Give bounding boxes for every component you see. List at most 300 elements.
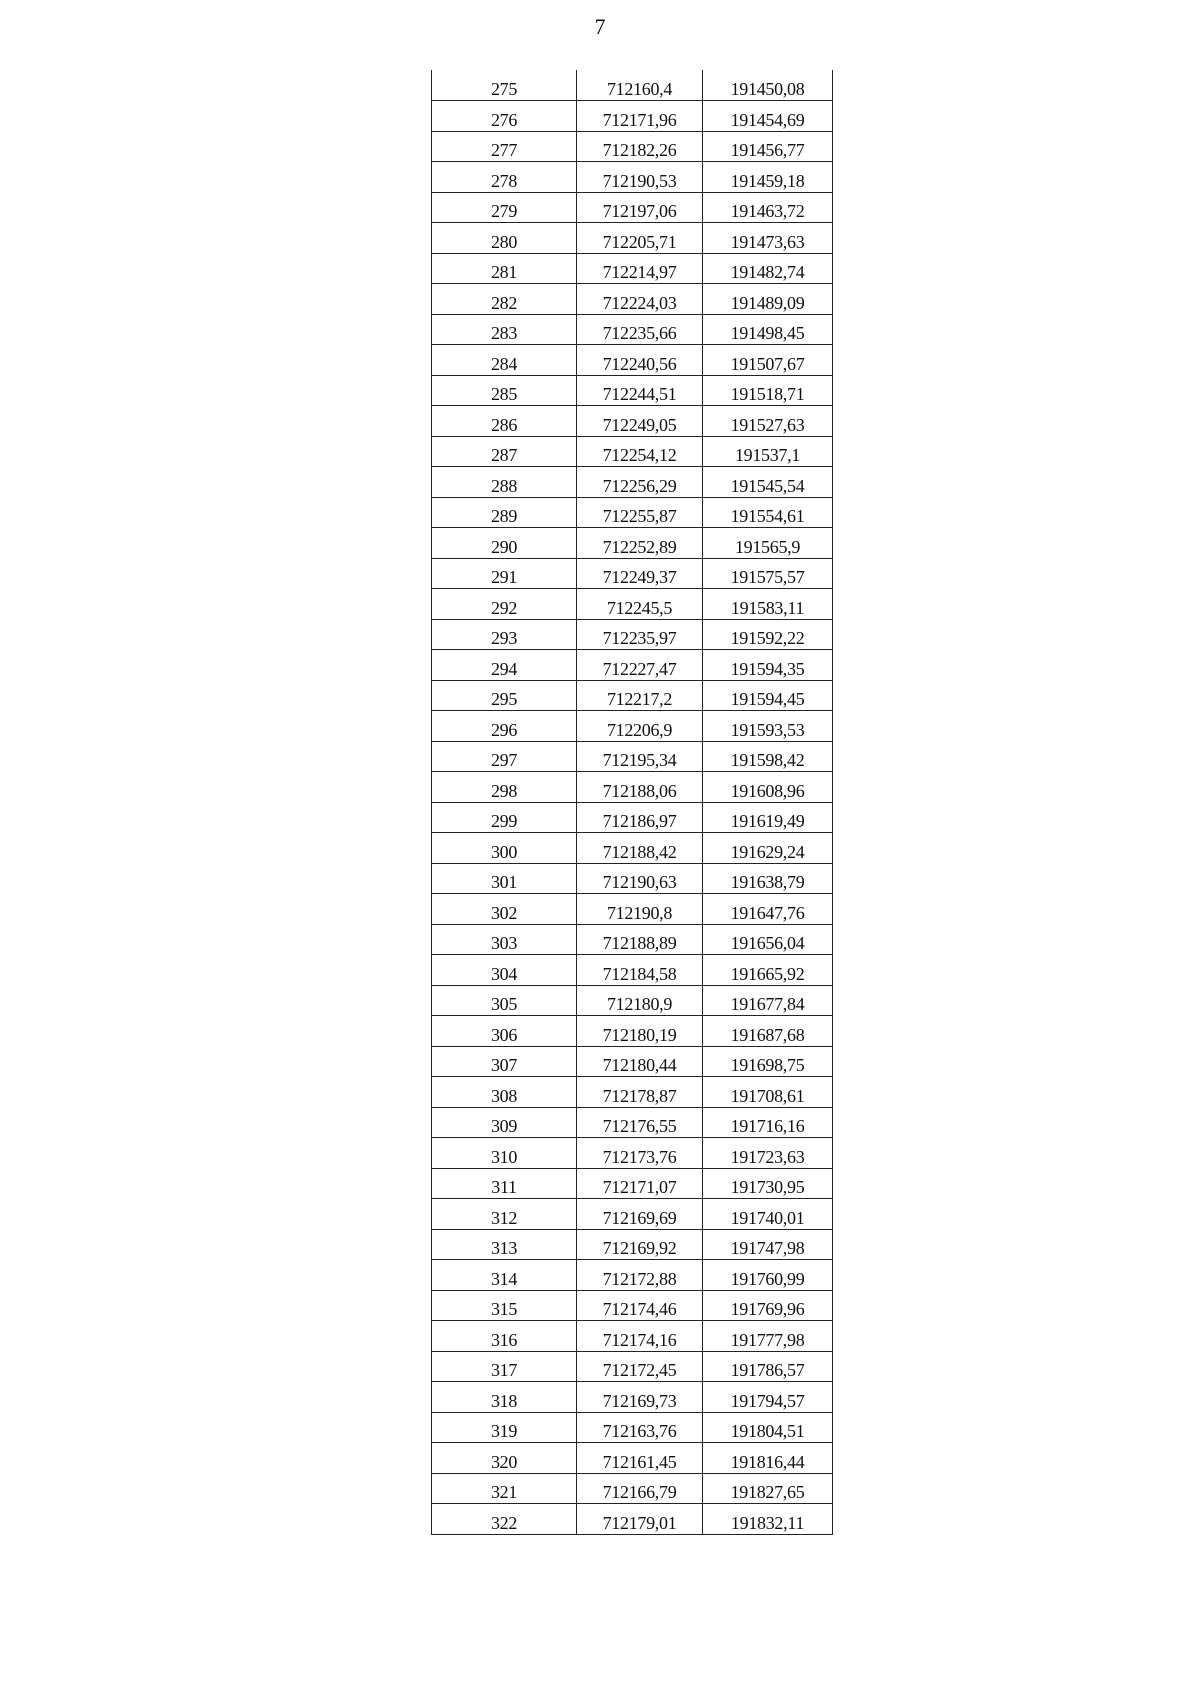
cell-text: 191593,53	[730, 719, 805, 740]
cell-text: 191786,57	[730, 1360, 805, 1380]
x-coordinate-cell	[577, 131, 703, 162]
table-row	[432, 345, 833, 376]
point-number-cell	[432, 131, 577, 162]
cell-text: 318	[490, 1390, 518, 1411]
table-row	[432, 1504, 833, 1535]
y-coordinate-cell	[703, 1046, 833, 1077]
y-coordinate-cell	[703, 345, 833, 376]
x-coordinate-cell	[577, 589, 703, 620]
cell-text: 712180,19	[602, 1024, 677, 1045]
table-row	[432, 1077, 833, 1108]
cell-text: 314	[490, 1268, 518, 1289]
point-number-cell	[432, 1443, 577, 1474]
cell-text: 712224,03	[602, 292, 677, 313]
cell-text: 712163,76	[602, 1421, 677, 1441]
cell-text: 712235,66	[602, 323, 677, 343]
y-coordinate-cell	[703, 1168, 833, 1199]
y-coordinate-cell	[703, 131, 833, 162]
table-row	[432, 497, 833, 528]
cell-text: 191598,42	[730, 750, 805, 770]
cell-text: 317	[490, 1360, 518, 1380]
y-coordinate-cell	[703, 1016, 833, 1047]
y-coordinate-cell	[703, 589, 833, 620]
cell-text: 301	[490, 872, 518, 892]
y-coordinate-cell	[703, 1473, 833, 1504]
table-row	[432, 1382, 833, 1413]
y-coordinate-cell	[703, 955, 833, 986]
table-row	[432, 650, 833, 681]
cell-text: 191456,77	[730, 140, 805, 160]
cell-text: 304	[490, 963, 518, 984]
y-coordinate-cell	[703, 558, 833, 589]
cell-text: 191656,04	[730, 933, 805, 953]
cell-text: 191507,67	[730, 353, 805, 374]
point-number-cell	[432, 802, 577, 833]
cell-text: 712172,45	[602, 1360, 677, 1380]
y-coordinate-cell	[703, 680, 833, 711]
cell-text: 712178,87	[602, 1085, 677, 1106]
cell-text: 191816,44	[730, 1451, 805, 1472]
y-coordinate-cell	[703, 802, 833, 833]
cell-text: 191450,08	[730, 79, 805, 99]
table-row	[432, 1229, 833, 1260]
cell-text: 712182,26	[602, 140, 677, 160]
y-coordinate-cell	[703, 985, 833, 1016]
table-row	[432, 1016, 833, 1047]
cell-text: 292	[490, 597, 518, 618]
cell-text: 712169,69	[602, 1207, 677, 1228]
cell-text: 712179,01	[602, 1512, 677, 1533]
cell-text: 712227,47	[602, 658, 677, 679]
y-coordinate-cell	[703, 436, 833, 467]
cell-text: 302	[490, 902, 518, 923]
cell-text: 191777,98	[730, 1329, 805, 1350]
cell-text: 321	[490, 1482, 518, 1502]
y-coordinate-cell	[703, 1504, 833, 1535]
x-coordinate-cell	[577, 253, 703, 284]
x-coordinate-cell	[577, 802, 703, 833]
y-coordinate-cell	[703, 1321, 833, 1352]
point-number-cell	[432, 1504, 577, 1535]
point-number-cell	[432, 528, 577, 559]
cell-text: 191687,68	[730, 1024, 805, 1045]
table-row	[432, 375, 833, 406]
cell-text: 712176,55	[602, 1116, 677, 1136]
table-row	[432, 711, 833, 742]
cell-text: 191638,79	[730, 872, 805, 892]
table-row	[432, 1412, 833, 1443]
cell-text: 280	[490, 231, 518, 252]
x-coordinate-cell	[577, 1046, 703, 1077]
cell-text: 712174,16	[602, 1329, 677, 1350]
cell-text: 712171,07	[602, 1177, 677, 1197]
cell-text: 312	[490, 1207, 518, 1228]
cell-text: 191804,51	[730, 1421, 805, 1441]
x-coordinate-cell	[577, 223, 703, 254]
cell-text: 275	[490, 79, 518, 99]
cell-text: 191794,57	[730, 1390, 805, 1411]
cell-text: 712169,92	[602, 1238, 677, 1258]
cell-text: 191527,63	[730, 414, 805, 435]
x-coordinate-cell	[577, 1443, 703, 1474]
y-coordinate-cell	[703, 284, 833, 315]
cell-text: 282	[490, 292, 518, 313]
point-number-cell	[432, 192, 577, 223]
y-coordinate-cell	[703, 1351, 833, 1382]
y-coordinate-cell	[703, 894, 833, 925]
x-coordinate-cell	[577, 70, 703, 101]
x-coordinate-cell	[577, 284, 703, 315]
y-coordinate-cell	[703, 101, 833, 132]
x-coordinate-cell	[577, 833, 703, 864]
cell-text: 712190,63	[602, 872, 677, 892]
point-number-cell	[432, 1046, 577, 1077]
y-coordinate-cell	[703, 253, 833, 284]
y-coordinate-cell	[703, 650, 833, 681]
cell-text: 191608,96	[730, 780, 805, 801]
point-number-cell	[432, 589, 577, 620]
point-number-cell	[432, 1321, 577, 1352]
table-row	[432, 619, 833, 650]
table-row	[432, 1046, 833, 1077]
table-row	[432, 1168, 833, 1199]
cell-text: 191454,69	[730, 109, 805, 130]
cell-text: 712249,05	[602, 414, 677, 435]
cell-text: 300	[490, 841, 518, 862]
y-coordinate-cell	[703, 833, 833, 864]
point-number-cell	[432, 711, 577, 742]
y-coordinate-cell	[703, 314, 833, 345]
table-row	[432, 863, 833, 894]
point-number-cell	[432, 955, 577, 986]
table-row	[432, 223, 833, 254]
cell-text: 191592,22	[730, 628, 805, 648]
table-row	[432, 1290, 833, 1321]
cell-text: 295	[490, 689, 518, 709]
x-coordinate-cell	[577, 406, 703, 437]
x-coordinate-cell	[577, 741, 703, 772]
point-number-cell	[432, 863, 577, 894]
y-coordinate-cell	[703, 375, 833, 406]
cell-text: 307	[490, 1055, 518, 1075]
point-number-cell	[432, 253, 577, 284]
cell-text: 191723,63	[730, 1146, 805, 1167]
table-row	[432, 924, 833, 955]
y-coordinate-cell	[703, 711, 833, 742]
cell-text: 191583,11	[730, 597, 805, 618]
table-row	[432, 985, 833, 1016]
table-row	[432, 589, 833, 620]
y-coordinate-cell	[703, 497, 833, 528]
cell-text: 712249,37	[602, 567, 677, 587]
cell-text: 313	[490, 1238, 518, 1258]
table-row	[432, 467, 833, 498]
cell-text: 291	[490, 567, 518, 587]
y-coordinate-cell	[703, 223, 833, 254]
cell-text: 191498,45	[730, 323, 805, 343]
x-coordinate-cell	[577, 497, 703, 528]
x-coordinate-cell	[577, 1290, 703, 1321]
cell-text: 286	[490, 414, 518, 435]
x-coordinate-cell	[577, 375, 703, 406]
cell-text: 191554,61	[730, 506, 805, 526]
x-coordinate-cell	[577, 680, 703, 711]
point-number-cell	[432, 406, 577, 437]
cell-text: 712252,89	[602, 536, 677, 557]
table-row	[432, 558, 833, 589]
x-coordinate-cell	[577, 955, 703, 986]
x-coordinate-cell	[577, 1412, 703, 1443]
cell-text: 191769,96	[730, 1299, 805, 1319]
point-number-cell	[432, 833, 577, 864]
point-number-cell	[432, 1382, 577, 1413]
x-coordinate-cell	[577, 162, 703, 193]
x-coordinate-cell	[577, 436, 703, 467]
x-coordinate-cell	[577, 314, 703, 345]
cell-text: 712172,88	[602, 1268, 677, 1289]
cell-text: 296	[490, 719, 518, 740]
point-number-cell	[432, 101, 577, 132]
point-number-cell	[432, 894, 577, 925]
y-coordinate-cell	[703, 1077, 833, 1108]
cell-text: 191698,75	[730, 1055, 805, 1075]
cell-text: 191565,9	[734, 536, 801, 557]
cell-text: 310	[490, 1146, 518, 1167]
cell-text: 712184,58	[602, 963, 677, 984]
table-row	[432, 772, 833, 803]
y-coordinate-cell	[703, 1138, 833, 1169]
cell-text: 712180,44	[602, 1055, 677, 1075]
cell-text: 191708,61	[730, 1085, 805, 1106]
cell-text: 299	[490, 811, 518, 831]
table-row	[432, 1321, 833, 1352]
point-number-cell	[432, 497, 577, 528]
cell-text: 712235,97	[602, 628, 677, 648]
y-coordinate-cell	[703, 1199, 833, 1230]
y-coordinate-cell	[703, 1412, 833, 1443]
cell-text: 191619,49	[730, 811, 805, 831]
cell-text: 285	[490, 384, 518, 404]
cell-text: 191832,11	[730, 1512, 805, 1533]
point-number-cell	[432, 1016, 577, 1047]
cell-text: 191459,18	[730, 170, 805, 191]
point-number-cell	[432, 1229, 577, 1260]
y-coordinate-cell	[703, 1443, 833, 1474]
cell-text: 191594,35	[730, 658, 805, 679]
cell-text: 712188,06	[602, 780, 677, 801]
cell-text: 305	[490, 994, 518, 1014]
table-row	[432, 955, 833, 986]
cell-text: 712166,79	[602, 1482, 677, 1502]
table-row	[432, 101, 833, 132]
cell-text: 294	[490, 658, 518, 679]
point-number-cell	[432, 375, 577, 406]
x-coordinate-cell	[577, 1138, 703, 1169]
point-number-cell	[432, 741, 577, 772]
cell-text: 191518,71	[730, 384, 805, 404]
x-coordinate-cell	[577, 1199, 703, 1230]
cell-text: 191740,01	[730, 1207, 805, 1228]
cell-text: 712190,8	[606, 902, 673, 923]
cell-text: 712206,9	[606, 719, 673, 740]
cell-text: 712188,89	[602, 933, 677, 953]
cell-text: 712245,5	[606, 597, 673, 618]
cell-text: 319	[490, 1421, 518, 1441]
y-coordinate-cell	[703, 1290, 833, 1321]
x-coordinate-cell	[577, 1077, 703, 1108]
y-coordinate-cell	[703, 924, 833, 955]
cell-text: 712173,76	[602, 1146, 677, 1167]
coordinates-table	[431, 70, 833, 1535]
table-row	[432, 894, 833, 925]
cell-text: 279	[490, 201, 518, 221]
cell-text: 191747,98	[730, 1238, 805, 1258]
cell-text: 322	[490, 1512, 518, 1533]
cell-text: 287	[490, 445, 518, 465]
point-number-cell	[432, 772, 577, 803]
cell-text: 191629,24	[730, 841, 805, 862]
cell-text: 712190,53	[602, 170, 677, 191]
cell-text: 712171,96	[602, 109, 677, 130]
x-coordinate-cell	[577, 894, 703, 925]
cell-text: 712169,73	[602, 1390, 677, 1411]
point-number-cell	[432, 1138, 577, 1169]
x-coordinate-cell	[577, 345, 703, 376]
y-coordinate-cell	[703, 467, 833, 498]
point-number-cell	[432, 70, 577, 101]
table-row	[432, 162, 833, 193]
table-row	[432, 802, 833, 833]
table-row	[432, 1443, 833, 1474]
cell-text: 191716,16	[730, 1116, 805, 1136]
cell-text: 191594,45	[730, 689, 805, 709]
point-number-cell	[432, 436, 577, 467]
table-row	[432, 1199, 833, 1230]
x-coordinate-cell	[577, 985, 703, 1016]
point-number-cell	[432, 1077, 577, 1108]
x-coordinate-cell	[577, 1382, 703, 1413]
table-row	[432, 284, 833, 315]
y-coordinate-cell	[703, 741, 833, 772]
y-coordinate-cell	[703, 528, 833, 559]
point-number-cell	[432, 162, 577, 193]
y-coordinate-cell	[703, 1107, 833, 1138]
cell-text: 191760,99	[730, 1268, 805, 1289]
x-coordinate-cell	[577, 924, 703, 955]
cell-text: 712214,97	[602, 262, 677, 282]
cell-text: 191537,1	[734, 445, 801, 465]
cell-text: 712217,2	[606, 689, 673, 709]
x-coordinate-cell	[577, 1229, 703, 1260]
cell-text: 308	[490, 1085, 518, 1106]
y-coordinate-cell	[703, 1260, 833, 1291]
cell-text: 298	[490, 780, 518, 801]
cell-text: 712254,12	[602, 445, 677, 465]
point-number-cell	[432, 467, 577, 498]
x-coordinate-cell	[577, 1351, 703, 1382]
cell-text: 278	[490, 170, 518, 191]
point-number-cell	[432, 1107, 577, 1138]
table-row	[432, 528, 833, 559]
cell-text: 277	[490, 140, 518, 160]
cell-text: 281	[490, 262, 518, 282]
point-number-cell	[432, 650, 577, 681]
cell-text: 297	[490, 750, 518, 770]
cell-text: 320	[490, 1451, 518, 1472]
cell-text: 191482,74	[730, 262, 805, 282]
point-number-cell	[432, 345, 577, 376]
y-coordinate-cell	[703, 619, 833, 650]
x-coordinate-cell	[577, 1504, 703, 1535]
cell-text: 712188,42	[602, 841, 677, 862]
cell-text: 712160,4	[606, 79, 673, 99]
point-number-cell	[432, 924, 577, 955]
cell-text: 191575,57	[730, 567, 805, 587]
coordinates-table-body	[432, 70, 833, 1534]
cell-text: 191473,63	[730, 231, 805, 252]
x-coordinate-cell	[577, 863, 703, 894]
cell-text: 191677,84	[730, 994, 805, 1014]
cell-text: 191489,09	[730, 292, 805, 313]
cell-text: 712255,87	[602, 506, 677, 526]
x-coordinate-cell	[577, 467, 703, 498]
table-row	[432, 680, 833, 711]
cell-text: 712256,29	[602, 475, 677, 496]
x-coordinate-cell	[577, 1168, 703, 1199]
cell-text: 712195,34	[602, 750, 677, 770]
x-coordinate-cell	[577, 711, 703, 742]
cell-text: 191665,92	[730, 963, 805, 984]
point-number-cell	[432, 619, 577, 650]
cell-text: 288	[490, 475, 518, 496]
point-number-cell	[432, 680, 577, 711]
cell-text: 309	[490, 1116, 518, 1136]
point-number-cell	[432, 985, 577, 1016]
x-coordinate-cell	[577, 1473, 703, 1504]
cell-text: 712205,71	[602, 231, 677, 252]
cell-text: 712197,06	[602, 201, 677, 221]
table-row	[432, 253, 833, 284]
cell-text: 284	[490, 353, 518, 374]
y-coordinate-cell	[703, 772, 833, 803]
cell-text: 712174,46	[602, 1299, 677, 1319]
point-number-cell	[432, 1199, 577, 1230]
cell-text: 315	[490, 1299, 518, 1319]
table-row	[432, 1260, 833, 1291]
cell-text: 191463,72	[730, 201, 805, 221]
cell-text: 303	[490, 933, 518, 953]
table-row	[432, 406, 833, 437]
x-coordinate-cell	[577, 1107, 703, 1138]
y-coordinate-cell	[703, 863, 833, 894]
cell-text: 712161,45	[602, 1451, 677, 1472]
table-row	[432, 1473, 833, 1504]
cell-text: 293	[490, 628, 518, 648]
y-coordinate-cell	[703, 70, 833, 101]
table-row	[432, 70, 833, 101]
cell-text: 712244,51	[602, 384, 677, 404]
table-row	[432, 1351, 833, 1382]
x-coordinate-cell	[577, 1321, 703, 1352]
cell-text: 283	[490, 323, 518, 343]
cell-text: 191545,54	[730, 475, 805, 496]
y-coordinate-cell	[703, 162, 833, 193]
point-number-cell	[432, 1260, 577, 1291]
point-number-cell	[432, 1290, 577, 1321]
cell-text: 290	[490, 536, 518, 557]
point-number-cell	[432, 284, 577, 315]
page-number: 7	[594, 14, 606, 39]
